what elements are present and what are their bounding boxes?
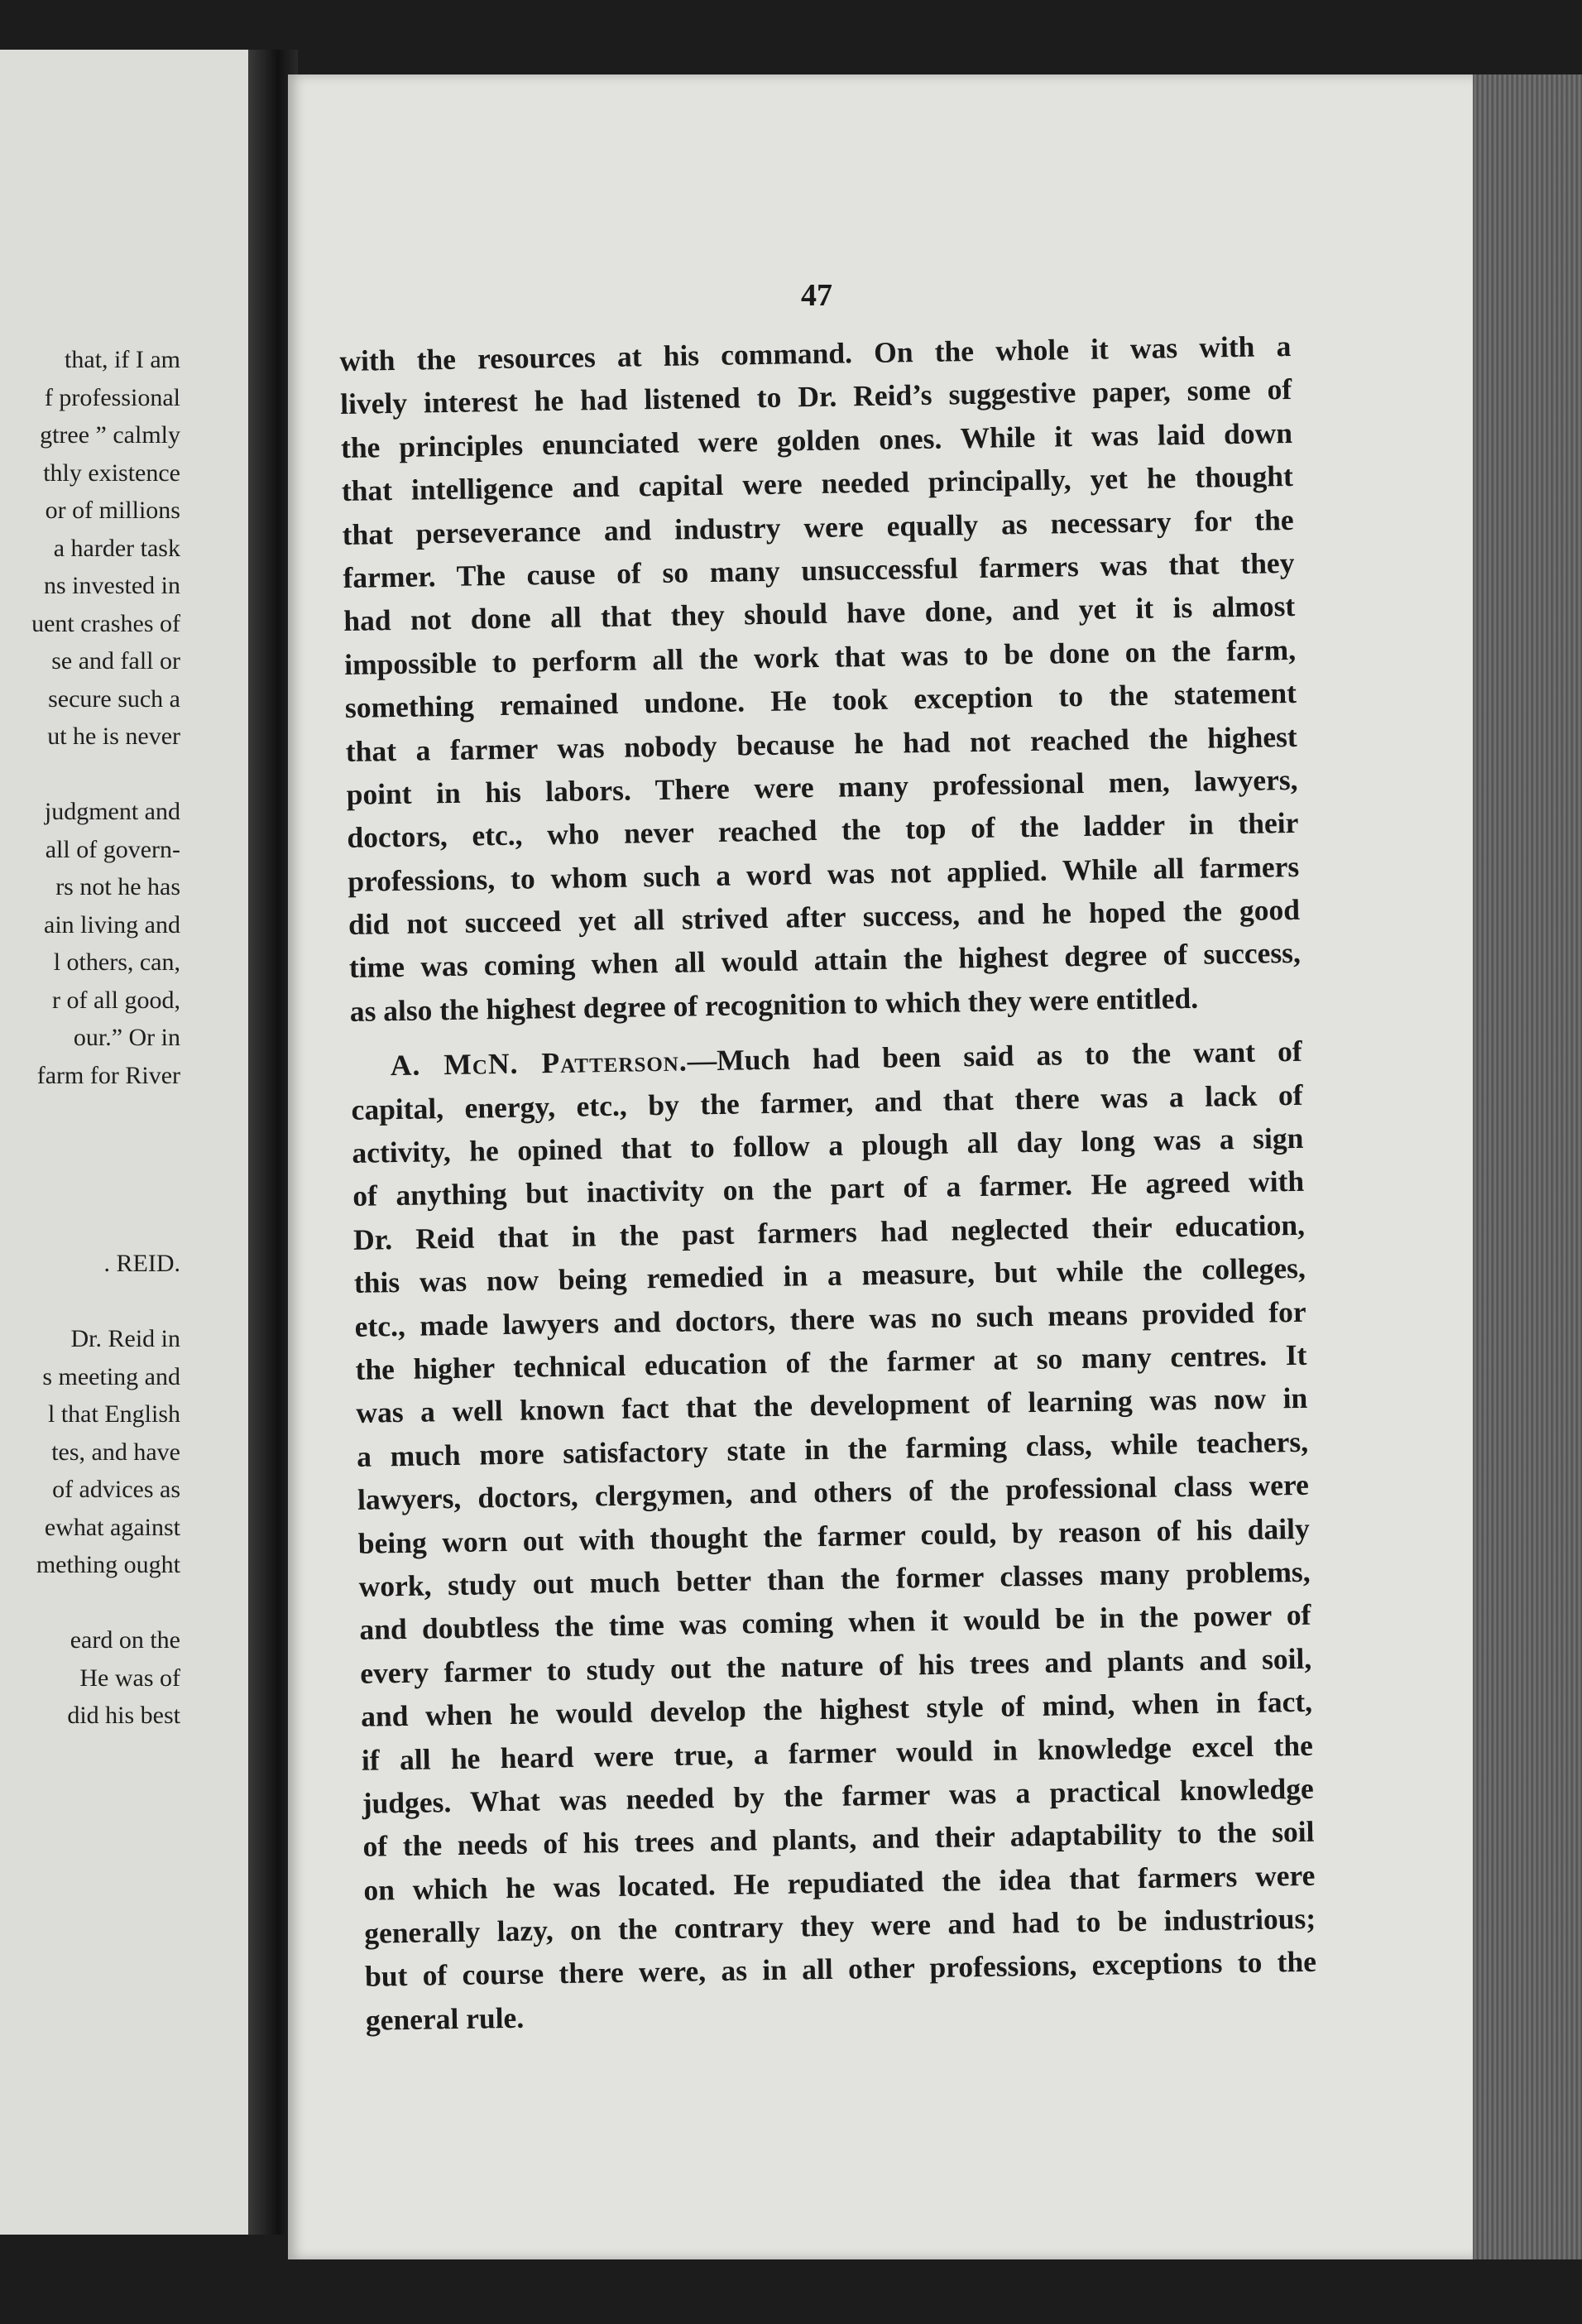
first-line-rest: —Much had been said as to the want of xyxy=(687,1035,1302,1078)
paragraph-1 xyxy=(339,324,1302,1033)
text-line: that perseverance and industry were equally as necessary for the xyxy=(342,502,1294,551)
left-page-line: secure such a xyxy=(48,684,180,713)
text-line: activity, he opined that to follow a plough all day long was a sign xyxy=(352,1121,1304,1169)
left-page-line: Dr. Reid in xyxy=(70,1325,180,1352)
text-line: of anything but inactivity on the part of a farmer. He agreed with xyxy=(352,1164,1305,1213)
text-line: etc., made lawyers and doctors, there was no such means provided for xyxy=(354,1294,1306,1343)
left-page-line: a harder task xyxy=(53,534,180,562)
left-page-line: rs not he has xyxy=(55,873,180,900)
left-page-line: eard on the xyxy=(70,1626,180,1654)
body-text xyxy=(339,324,1317,2042)
text-line: doctors, etc., who never reached the top of the ladder in their xyxy=(347,806,1299,855)
left-page-line: of advices as xyxy=(52,1476,180,1503)
text-line: had not done all that they should have done, and yet it is almost xyxy=(343,589,1296,638)
text-line: the higher technical education of the farmer at so many centres. It xyxy=(355,1337,1307,1386)
text-line: that intelligence and capital were needed principally, yet he thought xyxy=(341,459,1294,508)
left-page-line: did his best xyxy=(67,1702,180,1729)
left-page-line: l others, can, xyxy=(53,948,180,976)
left-page-line: f professional xyxy=(44,383,180,411)
left-page-line: . REID. xyxy=(103,1250,180,1277)
text-line: lively interest he had listened to Dr. Reid’s suggestive paper, some of xyxy=(339,372,1292,421)
left-page-line: tes, and have xyxy=(51,1438,180,1466)
left-page-line: l that English xyxy=(48,1400,180,1428)
text-line: that a farmer was nobody because he had not reached the highest xyxy=(345,719,1297,768)
text-line: as also the highest degree of recognition to which they were entitled. xyxy=(349,981,1199,1028)
left-page-line: farm for River xyxy=(36,1061,180,1089)
left-page-line: s meeting and xyxy=(42,1362,180,1390)
left-page-line: that, if I am xyxy=(65,346,180,373)
text-line: general rule. xyxy=(365,2000,525,2037)
text-line: impossible to perform all the work that was to be done on the farm, xyxy=(343,632,1297,681)
text-line: capital, energy, etc., by the farmer, and that there was a lack of xyxy=(351,1078,1303,1126)
text-line: but of course there were, as in all other professions, exceptions to the xyxy=(364,1945,1317,1994)
text-line: point in his labors. There were many professional men, lawyers, xyxy=(346,762,1298,811)
left-page xyxy=(0,50,248,2235)
text-line: a much more satisfactory state in the farming class, while teachers, xyxy=(356,1424,1309,1473)
text-line: was a well known fact that the development of learning was now in xyxy=(356,1381,1308,1430)
left-page-line: mething ought xyxy=(36,1551,180,1578)
text-line: something remained undone. He took exception to the statement xyxy=(344,676,1297,725)
paragraph-2 xyxy=(350,1030,1317,2042)
left-page-line: He was of xyxy=(79,1664,180,1692)
left-page-line: our.” Or in xyxy=(73,1024,180,1051)
text-line: of the needs of his trees and plants, and their adaptability to the soil xyxy=(362,1814,1315,1864)
left-page-line: ewhat against xyxy=(44,1513,180,1541)
left-page-line: or of millions xyxy=(45,497,180,524)
text-line: professions, to whom such a word was not applied. While all farmers xyxy=(347,849,1300,898)
left-page-line: gtree ” calmly xyxy=(40,421,180,449)
left-page-line: ut he is never xyxy=(47,723,180,750)
left-page-line: r of all good, xyxy=(52,986,180,1014)
text-line: did not succeed yet all strived after success, and he hoped the good xyxy=(348,892,1301,941)
text-line: lawyers, doctors, clergymen, and others of the professional class were xyxy=(357,1467,1310,1516)
speaker-name: A. McN. Patterson. xyxy=(390,1044,688,1083)
text-line: if all he heard were true, a farmer would in knowledge excel the xyxy=(361,1728,1314,1777)
left-page-line: ns invested in xyxy=(44,572,180,599)
text-line: being worn out with thought the farmer could, by reason of his daily xyxy=(357,1511,1311,1560)
left-page-line: all of govern- xyxy=(45,835,180,863)
text-line: time was coming when all would attain the highest degree of success, xyxy=(348,936,1302,985)
text-line: the principles enunciated were golden ones. While it was laid down xyxy=(340,415,1293,464)
left-page-line: judgment and xyxy=(44,798,180,825)
text-line: judges. What was needed by the farmer was a practical knowledge xyxy=(362,1771,1314,1820)
left-page-line: uent crashes of xyxy=(31,609,180,637)
text-line: on which he was located. He repudiated the idea that farmers were xyxy=(363,1858,1316,1907)
text-line: Dr. Reid that in the past farmers had neglected their education, xyxy=(352,1208,1306,1256)
text-line: farmer. The cause of so many unsuccessful farmers was that they xyxy=(343,545,1295,594)
text-line: work, study out much better than the former classes many problems, xyxy=(358,1554,1311,1603)
text-line: and doubtless the time was coming when it would be in the power of xyxy=(359,1598,1311,1647)
text-line: generally lazy, on the contrary they were and had to be industrious; xyxy=(363,1901,1316,1950)
left-page-line: ain living and xyxy=(44,910,180,939)
text-line: and when he would develop the highest style of mind, when in fact, xyxy=(360,1684,1313,1733)
page-edge xyxy=(1473,74,1582,2259)
left-page-line: se and fall or xyxy=(51,647,180,675)
text-line: this was now being remedied in a measure, but while the colleges, xyxy=(353,1251,1306,1300)
text-line: every farmer to study out the nature of his trees and plants and soil, xyxy=(360,1641,1312,1690)
page-number: 47 xyxy=(801,278,832,313)
left-page-line: thly existence xyxy=(43,459,180,487)
text-line: with the resources at his command. On the whole it was with a xyxy=(339,329,1292,377)
